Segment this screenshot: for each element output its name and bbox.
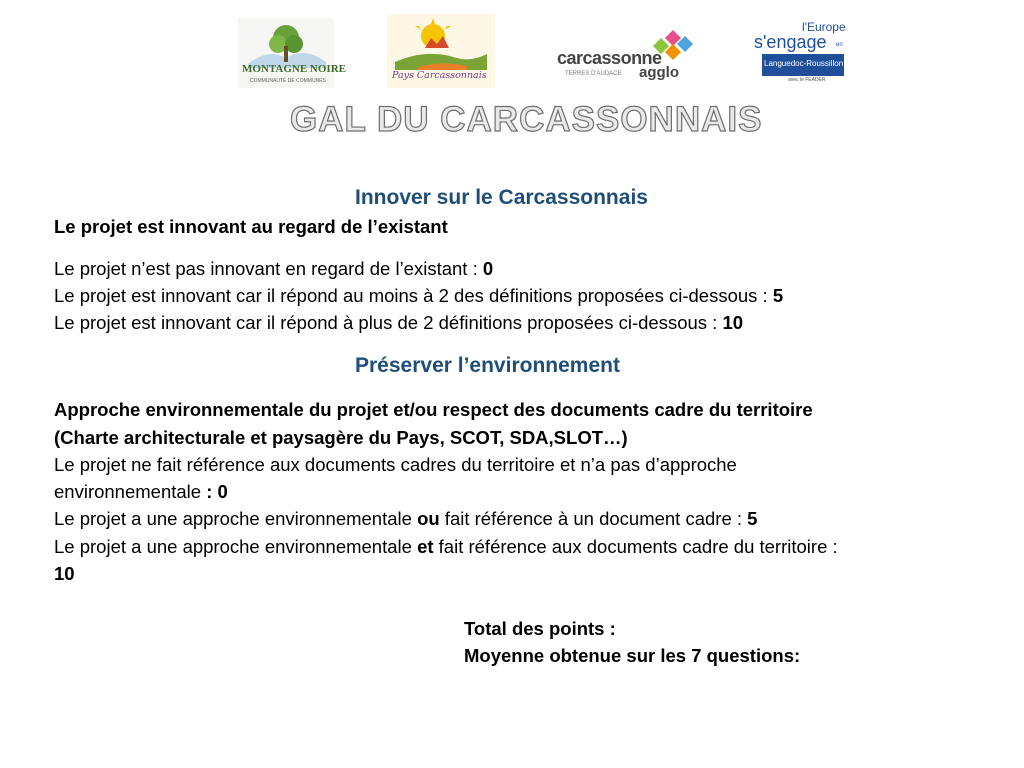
- item-text: fait référence à un document cadre :: [439, 508, 748, 529]
- item-keyword: ou: [417, 508, 440, 529]
- item-score: 0: [482, 258, 494, 279]
- carcassonne-agglo-line2: agglo: [639, 64, 679, 81]
- europe-line3: en: [836, 42, 843, 48]
- item-text: Le projet a une approche environnementale: [54, 536, 418, 557]
- section2-item-3-score: 10: [54, 563, 75, 584]
- section1-item-2: [54, 284, 783, 308]
- section2-heading: Préserver l’environnement: [355, 354, 620, 377]
- carcassonne-agglo-tagline: TERRES D'AUDACE: [565, 71, 622, 77]
- section2-subheading-1: Approche environnementale du projet et/ou respect des documents cadre du territoire: [54, 399, 813, 420]
- item-text: fait référence aux documents cadre du territoire :: [433, 536, 838, 557]
- average-score: Moyenne obtenue sur les 7 questions:: [464, 645, 801, 666]
- pays-carcassonnais-name: Pays Carcassonnais: [392, 70, 487, 81]
- section2-subheading-2: (Charte architecturale et paysagère du Pays, SCOT, SDA,SLOT…): [54, 427, 628, 448]
- europe-line2: s'engage: [754, 32, 827, 52]
- europe-line4: Languedoc-Roussillon: [764, 59, 844, 68]
- item-text: Le projet est innovant car il répond à plus de 2 définitions proposées ci-dessous :: [54, 312, 723, 333]
- item-keyword: et: [417, 536, 434, 557]
- europe-line1: l'Europe: [802, 20, 846, 34]
- item-score: 5: [747, 508, 758, 529]
- carcassonne-agglo-line1: carcassonne: [557, 48, 662, 68]
- item-score: : 0: [206, 481, 228, 502]
- section2-item-1-line-1: Le projet ne fait référence aux documents cadres du territoire et n’a pas d’approche: [54, 454, 737, 475]
- europe-line5: avec le FEADER: [788, 77, 826, 83]
- item-text: Le projet a une approche environnementale: [54, 508, 418, 529]
- europe-logo: [752, 20, 848, 84]
- section1-item-3: [54, 311, 743, 335]
- montagne-noire-name: MONTAGNE NOIRE: [242, 63, 346, 75]
- item-score: 5: [772, 285, 784, 306]
- section1-item-1: [54, 257, 493, 281]
- page-title: GAL DU CARCASSONNAIS: [290, 100, 763, 139]
- item-text: Le projet n’est pas innovant en regard de l’existant :: [54, 258, 483, 279]
- montagne-noire-subtitle: COMMUNAUTÉ DE COMMUNES: [250, 78, 326, 84]
- europe-banner: [762, 54, 844, 76]
- item-score: 10: [722, 312, 744, 333]
- montagne-noire-logo: [238, 18, 346, 88]
- section2-item-3: [54, 535, 838, 559]
- logos-row: [0, 14, 1024, 90]
- section1-heading: Innover sur le Carcassonnais: [355, 186, 648, 209]
- pays-carcassonnais-logo: [387, 14, 495, 88]
- total-points: Total des points :: [464, 618, 616, 639]
- section2-item-2: [54, 507, 757, 531]
- section2-item-1-line-2: [54, 480, 228, 504]
- carcassonne-agglo-logo: [555, 24, 705, 84]
- item-text: Le projet est innovant car il répond au moins à 2 des définitions proposées ci-dessous :: [54, 285, 773, 306]
- item-text: environnementale: [54, 481, 207, 502]
- section1-subheading: Le projet est innovant au regard de l’existant: [54, 216, 448, 237]
